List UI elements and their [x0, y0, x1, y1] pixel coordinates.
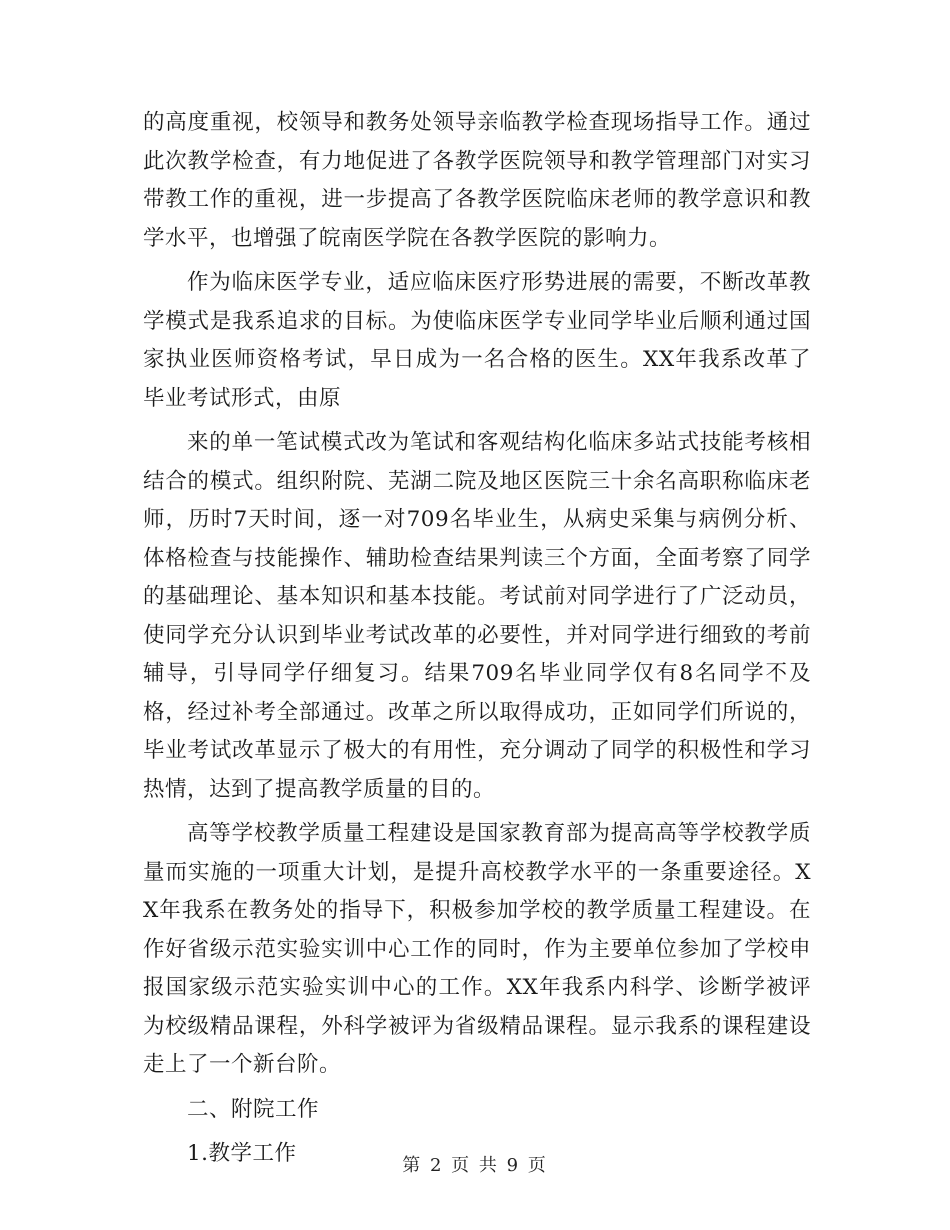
- subsection-heading-teaching-work: 1.教学工作: [187, 1141, 297, 1166]
- paragraph-quality-engineering: 高等学校教学质量工程建设是国家教育部为提高高等学校教学质量而实施的一项重大计划，是提升高校教学水平的一条重要途径。XX年我系在教务处的指导下，积极参加学校的教学质量工程建设。在作好省级示范实验实训中心工作的同时，作为主要单位参加了学校申报国家级示范实验实训中心的工作。XX年我系内科学、诊断学被评为校级精品课程，外科学被评为省级精品课程。显示我系的课程建设走上了一个新台阶。: [143, 821, 811, 1077]
- document-body: [143, 104, 811, 1174]
- page-number-footer: 第 2 页 共 9 页: [402, 1155, 548, 1176]
- section-heading-affiliated-hospital: 二、附院工作: [187, 1096, 320, 1122]
- paragraph-continuation: 的高度重视，校领导和教务处领导亲临教学检查现场指导工作。通过此次教学检查，有力地促进了各教学医院领导和教学管理部门对实习带教工作的重视，进一步提高了各教学医院临床老师的教学意识和教学水平，也增强了皖南医学院在各教学医院的影响力。: [143, 110, 811, 251]
- paragraph-clinical-teaching-reform: 作为临床医学专业，适应临床医疗形势进展的需要，不断改革教学模式是我系追求的目标。为使临床医学专业同学毕业后顺利通过国家执业医师资格考试，早日成为一名合格的医生。XX年我系改革了毕业考试形式，由原: [143, 270, 811, 411]
- paragraph-graduation-exam-reform: 来的单一笔试模式改为笔试和客观结构化临床多站式技能考核相结合的模式。组织附院、芜湖二院及地区医院三十余名高职称临床老师，历时7天时间，逐一对709名毕业生，从病史采集与病例分析、体格检查与技能操作、辅助检查结果判读三个方面，全面考察了同学的基础理论、基本知识和基本技能。考试前对同学进行了广泛动员，使同学充分认识到毕业考试改革的必要性，并对同学进行细致的考前辅导，引导同学仔细复习。结果709名毕业同学仅有8名同学不及格，经过补考全部通过。改革之所以取得成功，正如同学们所说的，毕业考试改革显示了极大的有用性，充分调动了同学的积极性和学习热情，达到了提高教学质量的目的。: [143, 430, 811, 802]
